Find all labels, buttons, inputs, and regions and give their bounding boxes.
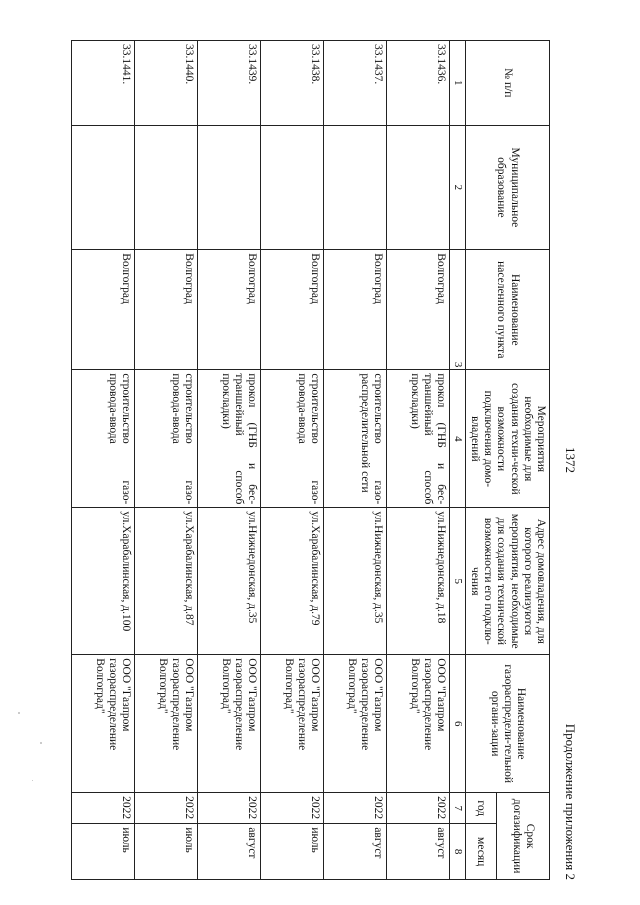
cell-year: 2022	[135, 793, 198, 824]
cell-address: ул.Харабалинская, д.79	[261, 508, 324, 655]
cell-gdo: ООО "Газпром газораспределение Волгоград"	[324, 655, 387, 793]
column-number: 2	[450, 125, 466, 250]
cell-year: 2022	[387, 793, 450, 824]
cell-year: 2022	[324, 793, 387, 824]
cell-num: 33.1438.	[261, 41, 324, 126]
cell-month: июль	[135, 824, 198, 880]
cell-municipality	[387, 125, 450, 250]
cell-municipality	[72, 125, 135, 250]
header-measures: Мероприятия необходимые для создания техни-ческой возможности подключения домо-владений	[465, 370, 549, 508]
table-row	[72, 41, 135, 880]
scan-speck	[32, 780, 33, 781]
cell-settlement: Волгоград	[198, 250, 261, 370]
cell-municipality	[135, 125, 198, 250]
header-row	[496, 41, 549, 880]
cell-measure: прокол (ГНБ и бес-траншейный способ прокладки)	[387, 370, 450, 508]
cell-settlement: Волгоград	[72, 250, 135, 370]
column-number-row	[450, 41, 466, 880]
cell-address: ул.Харабалинская, д.100	[72, 508, 135, 655]
cell-num: 33.1440.	[135, 41, 198, 126]
cell-settlement: Волгоград	[135, 250, 198, 370]
cell-measure: строительство газо-провода-ввода	[72, 370, 135, 508]
cell-address: ул.Нижнедонская, д.35	[324, 508, 387, 655]
header-term: Срок догазификации	[496, 793, 549, 880]
header-num: № п/п	[465, 41, 549, 126]
column-number: 5	[450, 508, 466, 655]
cell-address: ул.Нижнедонская, д.18	[387, 508, 450, 655]
cell-num: 33.1441.	[72, 41, 135, 126]
table-row	[387, 41, 450, 880]
cell-municipality	[198, 125, 261, 250]
column-number: 8	[450, 824, 466, 880]
cell-month: август	[387, 824, 450, 880]
column-number: 1	[450, 41, 466, 126]
cell-year: 2022	[72, 793, 135, 824]
table-row	[261, 41, 324, 880]
cell-year: 2022	[198, 793, 261, 824]
cell-municipality	[324, 125, 387, 250]
table-row	[135, 41, 198, 880]
cell-num: 33.1437.	[324, 41, 387, 126]
cell-month: август	[198, 824, 261, 880]
cell-settlement: Волгоград	[387, 250, 450, 370]
header-year: год	[465, 793, 496, 824]
header-gdo: Наименование газораспредели-тельной органи-зации	[465, 655, 549, 793]
column-number: 3	[450, 250, 466, 370]
cell-measure: строительство газо-распределительной сети	[324, 370, 387, 508]
cell-measure: прокол (ГНБ и бес-траншейный способ прокладки)	[198, 370, 261, 508]
cell-gdo: ООО "Газпром газораспределение Волгоград"	[261, 655, 324, 793]
cell-year: 2022	[261, 793, 324, 824]
page-number: 1372	[563, 447, 578, 473]
header-month: месяц	[465, 824, 496, 880]
cell-num: 33.1439.	[198, 41, 261, 126]
column-number: 7	[450, 793, 466, 824]
cell-measure: строительство газо-провода-ввода	[261, 370, 324, 508]
cell-measure: строительство газо-провода-ввода	[135, 370, 198, 508]
cell-month: июль	[72, 824, 135, 880]
cell-address: ул.Нижнедонская, д.35	[198, 508, 261, 655]
table-row	[198, 41, 261, 880]
cell-settlement: Волгоград	[324, 250, 387, 370]
cell-gdo: ООО "Газпром газораспределение Волгоград"	[387, 655, 450, 793]
header-municipality: Муниципальное образование	[465, 125, 549, 250]
cell-month: июль	[261, 824, 324, 880]
cell-settlement: Волгоград	[261, 250, 324, 370]
header-settlement: Наименование населенного пункта	[465, 250, 549, 370]
column-number: 6	[450, 655, 466, 793]
registry-table	[71, 40, 550, 880]
cell-gdo: ООО "Газпром газораспределение Волгоград"	[72, 655, 135, 793]
rotated-page	[40, 30, 590, 890]
header-address: Адрес домовладения, для которого реализуются мероприятия, необходимые для создания технической возможности его подклю-чения	[465, 508, 549, 655]
table-row	[324, 41, 387, 880]
cell-municipality	[261, 125, 324, 250]
cell-address: ул.Харабалинская, д.87	[135, 508, 198, 655]
cell-month: август	[324, 824, 387, 880]
scan-speck	[18, 712, 20, 714]
cell-gdo: ООО "Газпром газораспределение Волгоград"	[135, 655, 198, 793]
column-number: 4	[450, 370, 466, 508]
cell-num: 33.1436.	[387, 41, 450, 126]
cell-gdo: ООО "Газпром газораспределение Волгоград"	[198, 655, 261, 793]
continuation-caption: Продолжение приложения 2	[563, 723, 578, 880]
